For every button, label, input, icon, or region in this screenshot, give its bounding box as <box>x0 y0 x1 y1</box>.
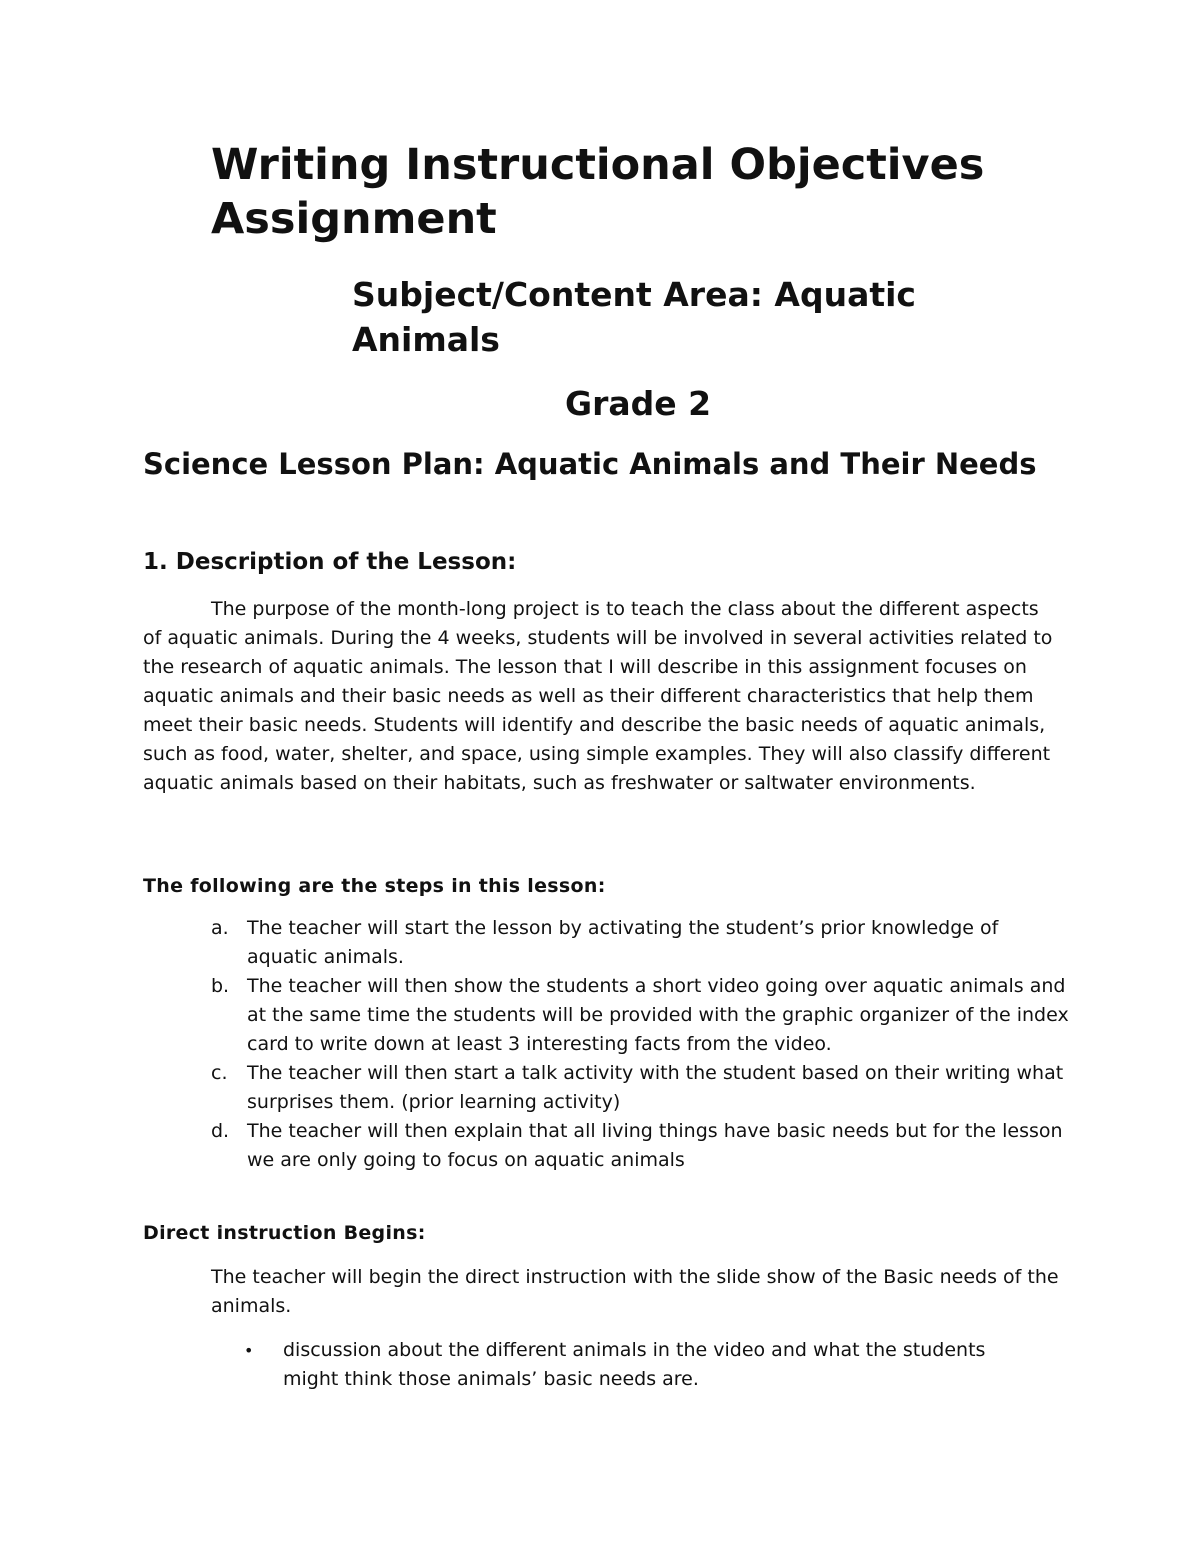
document-title: Writing Instructional Objectives Assignment <box>211 140 985 244</box>
step-text: The teacher will then start a talk activity with the student based on their writing what surprises them. (prior learning activity) <box>247 1062 1064 1113</box>
step-text: The teacher will then show the students a short video going over aquatic animals and at the same time the students will be provided with the graphic organizer of the index card to write down at least 3 interesting facts from the video. <box>247 975 1069 1055</box>
bullet-marker: • <box>244 1341 254 1360</box>
step-marker: b. <box>211 975 230 997</box>
grade-level: Grade 2 <box>565 384 712 423</box>
steps-heading: The following are the steps in this lesson: <box>143 875 606 897</box>
bullet-item <box>240 1336 1040 1394</box>
section-heading-description: 1. Description of the Lesson: <box>143 549 517 575</box>
step-item <box>211 914 1071 972</box>
step-text: The teacher will start the lesson by activating the student’s prior knowledge of aquatic animals. <box>247 917 999 968</box>
bullet-text: discussion about the different animals in the video and what the students might think those animals’ basic needs are. <box>283 1339 986 1390</box>
step-item <box>211 972 1071 1059</box>
subject-area: Subject/Content Area: Aquatic Animals <box>352 275 916 359</box>
step-marker: c. <box>211 1062 228 1084</box>
steps-list <box>211 914 1071 1175</box>
step-item <box>211 1059 1071 1117</box>
step-marker: d. <box>211 1120 230 1142</box>
lesson-description: The purpose of the month-long project is to teach the class about the different aspects of aquatic animals. During the 4 weeks, students will be involved in several activities related to the research of aquatic animals. The lesson that I will describe in this assignment focuses on aquatic animals and their basic needs as well as their different characteristics that help them meet their basic needs. Students will identify and describe the basic needs of aquatic animals, such as food, water, shelter, and space, using simple examples. They will also classify different aquatic animals based on their habitats, such as freshwater or saltwater environments. <box>143 598 1053 794</box>
lesson-plan-heading: Science Lesson Plan: Aquatic Animals and Their Needs <box>143 447 1037 481</box>
direct-instruction-heading: Direct instruction Begins: <box>143 1222 426 1244</box>
bullet-list <box>240 1336 1040 1394</box>
step-marker: a. <box>211 917 229 939</box>
step-text: The teacher will then explain that all living things have basic needs but for the lesson we are only going to focus on aquatic animals <box>247 1120 1063 1171</box>
direct-instruction-text: The teacher will begin the direct instruction with the slide show of the Basic needs of the animals. <box>211 1266 1059 1317</box>
step-item <box>211 1117 1071 1175</box>
